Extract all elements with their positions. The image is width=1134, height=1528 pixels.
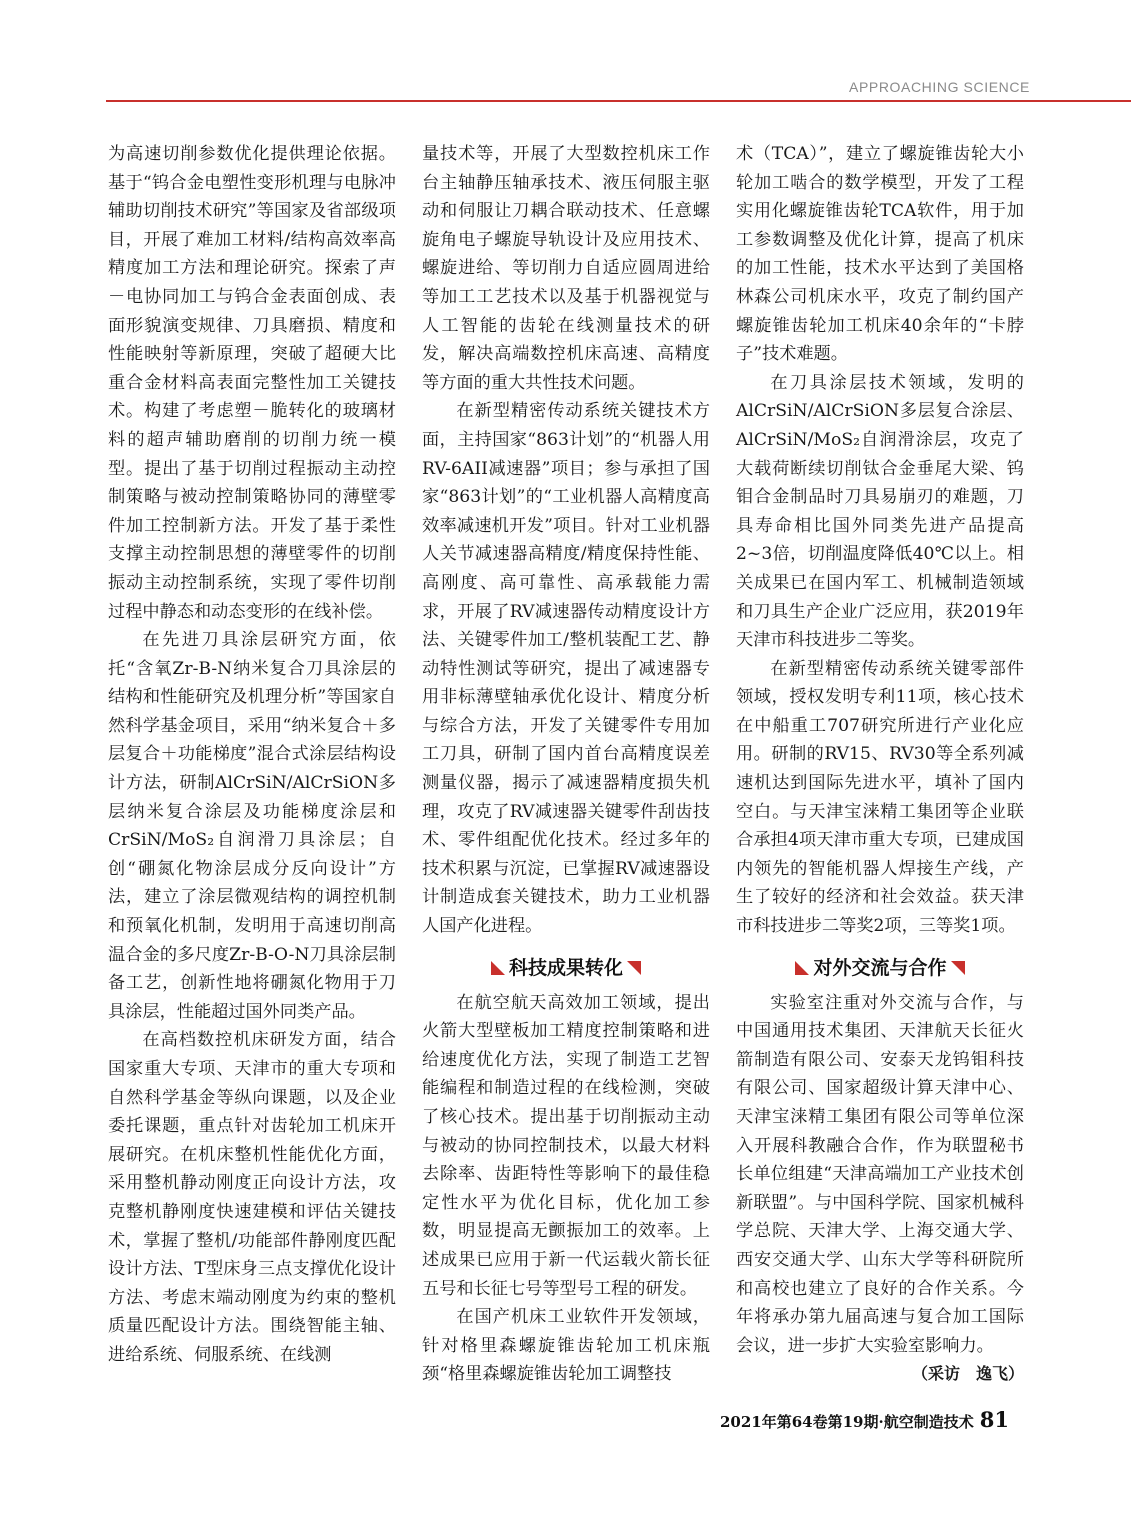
triangle-marker-icon	[795, 961, 809, 975]
section-title: 对外交流与合作	[813, 956, 947, 979]
journal-issue: 2021年第64卷第19期·航空制造技术	[720, 1413, 974, 1431]
column-3	[736, 140, 1024, 1389]
header-rule	[106, 100, 1131, 102]
paragraph: 在新型精密传动系统关键技术方面，主持国家“863计划”的“机器人用RV-6AII减速器”项目；参与承担了国家“863计划”的“工业机器人高精度高效率减速机开发”项目。针对工业机器人关节减速器高精度/精度保持性能、高刚度、高可靠性、高承载能力需求，开展了RV减速器传动精度设计方法、关键零件加工/整机装配工艺、静动特性测试等研究，提出了减速器专用非标薄壁轴承优化设计、精度分析与综合方法，开发了关键零件专用加工刀具，研制了国内首台高精度误差测量仪器，揭示了减速器精度损失机理，攻克了RV减速器关键零件刮齿技术、零件组配优化技术。经过多年的技术积累与沉淀，已掌握RV减速器设计制造成套关键技术，助力工业机器人国产化进程。	[422, 401, 710, 937]
triangle-marker-icon	[627, 961, 641, 975]
paragraph: 在刀具涂层技术领域，发明的AlCrSiN/AlCrSiON多层复合涂层、AlCrSiN/MoS₂自润滑涂层，攻克了大载荷断续切削钛合金垂尾大梁、钨钼合金制品时刀具易崩刃的难题，刀具寿命相比国外同类先进产品提高2~3倍，切削温度降低40℃以上。相关成果已在国内军工、机械制造领域和刀具生产企业广泛应用，获2019年天津市科技进步二等奖。	[736, 372, 1024, 651]
triangle-marker-icon	[491, 961, 505, 975]
paragraph: 在航空航天高效加工领域，提出火箭大型壁板加工精度控制策略和进给速度优化方法，实现了制造工艺智能编程和制造过程的在线检测，突破了核心技术。提出基于切削振动主动与被动的协同控制技术，以最大材料去除率、齿距特性等影响下的最佳稳定性水平为优化目标，优化加工参数，明显提高无颤振加工的效率。上述成果已应用于新一代运载火箭长征五号和长征七号等型号工程的研发。	[422, 992, 710, 1299]
section-heading	[422, 953, 710, 983]
section-title: 科技成果转化	[508, 956, 623, 979]
paragraph-text: 实验室注重对外交流与合作，与中国通用技术集团、天津航天长征火箭制造有限公司、安泰天龙钨钼科技有限公司、国家超级计算天津中心、天津宝涞精工集团有限公司等单位深入开展科教融合合作，作为联盟秘书长单位组建“天津高端加工产业技术创新联盟”。与中国科学院、国家机械科学总院、天津大学、上海交通大学、西安交通大学、山东大学等科研院所和高校也建立了良好的合作关系。今年将承办第九届高速与复合加工国际会议，进一步扩大实验室影响力。	[736, 992, 1024, 1356]
running-title: APPROACHING SCIENCE	[849, 79, 1030, 95]
paragraph: 在高档数控机床研发方面，结合国家重大专项、天津市的重大专项和自然科学基金等纵向课题，以及企业委托课题，重点针对齿轮加工机床开展研究。在机床整机性能优化方面，采用整机静动刚度正向设计方法，攻克整机静刚度快速建模和评估关键技术，掌握了整机/功能部件静刚度匹配设计方法、T型床身三点支撑优化设计方法、考虑末端动刚度为约束的整机质量匹配设计方法。围绕智能主轴、进给系统、伺服系统、在线测	[108, 1030, 396, 1365]
paragraph: 为高速切削参数优化提供理论依据。基于“钨合金电塑性变形机理与电脉冲辅助切削技术研究”等国家及省部级项目，开展了难加工材料/结构高效率高精度加工方法和理论研究。探索了声－电协同加工与钨合金表面创成、表面形貌演变规律、刀具磨损、精度和性能映射等新原理，突破了超硬大比重合金材料高表面完整性加工关键技术。构建了考虑塑－脆转化的玻璃材料的超声辅助磨削的切削力统一模型。提出了基于切削过程振动主动控制策略与被动控制策略协同的薄壁零件加工控制新方法。开发了基于柔性支撑主动控制思想的薄壁零件的切削振动主动控制系统，实现了零件切削过程中静态和动态变形的在线补偿。	[108, 144, 396, 622]
page-number: 81	[979, 1407, 1009, 1432]
byline: （采访 逸飞）	[911, 1364, 1024, 1384]
section-heading	[736, 953, 1024, 983]
paragraph: 在新型精密传动系统关键零部件领域，授权发明专利11项，核心技术在中船重工707研究所进行产业化应用。研制的RV15、RV30等全系列减速机达到国际先进水平，填补了国内空白。与天津宝涞精工集团等企业联合承担4项天津市重大专项，已建成国内领先的智能机器人焊接生产线，产生了较好的经济和社会效益。获天津市科技进步二等奖2项，三等奖1项。	[736, 658, 1024, 937]
triangle-marker-icon	[951, 961, 965, 975]
paragraph	[736, 989, 1024, 1384]
paragraph: 量技术等，开展了大型数控机床工作台主轴静压轴承技术、液压伺服主驱动和伺服让刀耦合联动技术、任意螺旋角电子螺旋导轨设计及应用技术、螺旋进给、等切削力自适应圆周进给等加工工艺技术以及基于机器视觉与人工智能的齿轮在线测量技术的研发，解决高端数控机床高速、高精度等方面的重大共性技术问题。	[422, 144, 710, 393]
column-1	[108, 140, 396, 1370]
column-2	[422, 140, 710, 1389]
paragraph: 术（TCA）”，建立了螺旋锥齿轮大小轮加工啮合的数学模型，开发了工程实用化螺旋锥齿轮TCA软件，用于加工参数调整及优化计算，提高了机床的加工性能，技术水平达到了美国格林森公司机床水平，攻克了制约国产螺旋锥齿轮加工机床40余年的“卡脖子”技术难题。	[736, 144, 1024, 365]
paragraph: 在先进刀具涂层研究方面，依托“含氧Zr-B-N纳米复合刀具涂层的结构和性能研究及机理分析”等国家自然科学基金项目，采用“纳米复合＋多层复合＋功能梯度”混合式涂层结构设计方法，研制AlCrSiN/AlCrSiON多层纳米复合涂层及功能梯度涂层和CrSiN/MoS₂自润滑刀具涂层；自创“硼氮化物涂层成分反向设计”方法，建立了涂层微观结构的调控机制和预氧化机制，发明用于高速切削高温合金的多尺度Zr-B-O-N刀具涂层制备工艺，创新性地将硼氮化物用于刀具涂层，性能超过国外同类产品。	[108, 630, 396, 1022]
paragraph: 在国产机床工业软件开发领域，针对格里森螺旋锥齿轮加工机床瓶颈“格里森螺旋锥齿轮加工调整技	[422, 1307, 710, 1385]
page-footer	[720, 1407, 1009, 1432]
